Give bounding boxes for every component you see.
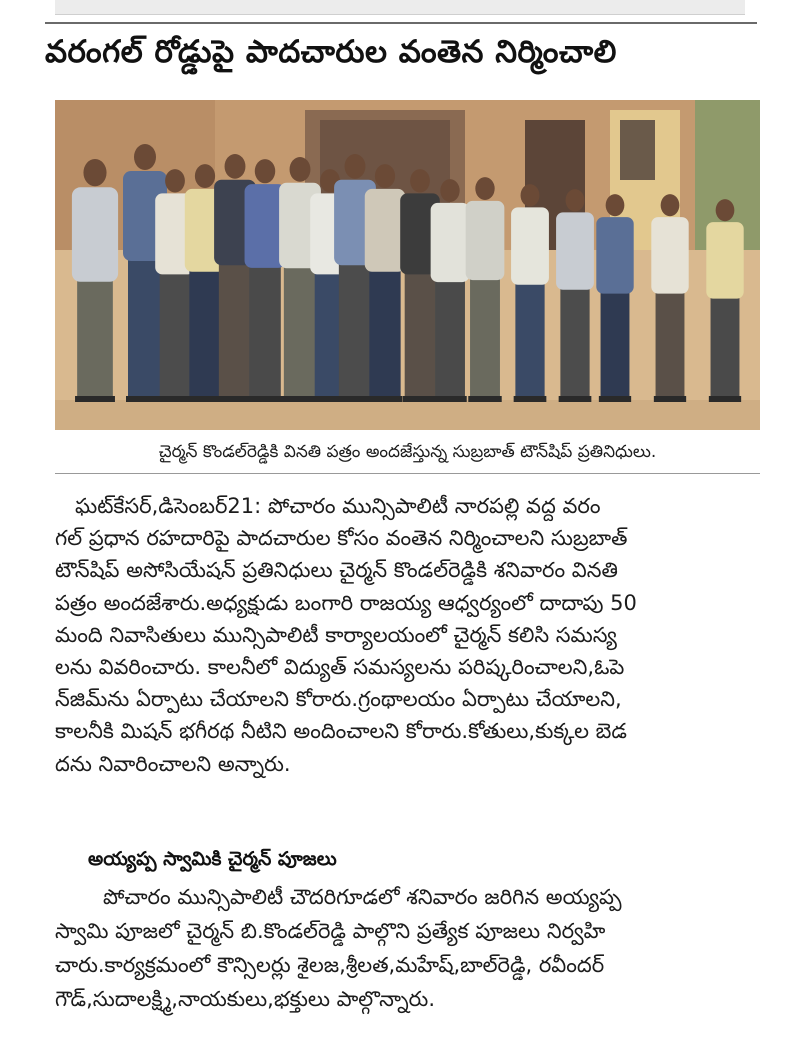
- person-figure: [706, 199, 743, 402]
- body-line: కాలనీకి మిషన్ భగీరథ నీటిని అందించాలని కోరారు.కోతులు,కుక్కల బెడ: [55, 719, 627, 744]
- body-line: న్‌జిమ్‌ను ఏర్పాటు చేయాలని కోరారు.గ్రంథాలయం ఏర్పాటు చేయాలని,: [55, 687, 622, 712]
- person-figure: [431, 179, 470, 402]
- article-photo: [55, 100, 760, 430]
- article-subhead: అయ్యప్ప స్వామికి చైర్మన్ పూజలు: [88, 848, 337, 870]
- person-figure: [279, 157, 321, 402]
- body-line: మంది నివాసితులు మున్సిపాలిటీ కార్యాలయంలో చైర్మన్ కలిసి సమస్య: [55, 622, 617, 647]
- body-line: స్వామి పూజలో చైర్మన్ బి.కొండల్‌రెడ్డి పాల్గొని ప్రత్యేక పూజలు నిర్వహి: [55, 919, 606, 943]
- person-figure: [466, 177, 505, 402]
- article-body: [55, 490, 767, 780]
- person-figure: [365, 164, 405, 402]
- caption-divider: [55, 473, 760, 474]
- body-line: ఘట్‌కేసర్,డిసెంబర్21: పోచారం మున్సిపాలిటీ నారపల్లి వద్ద వరం: [75, 494, 601, 518]
- person-figure: [651, 194, 688, 402]
- body-line: పత్రం అందజేశారు.అధ్యక్షుడు బంగారి రాజయ్య ఆధ్వర్యంలో దాదాపు 50: [55, 590, 637, 615]
- article-headline: వరంగల్ రోడ్డుపై పాదచారుల వంతెన నిర్మించాలి: [45, 34, 617, 70]
- previous-article-strip: [55, 0, 745, 15]
- body-line: టౌన్‌షిప్ అసోసియేషన్ ప్రతినిధులు చైర్మన్ కొండల్‌రెడ్డికి శనివారం వినతి: [55, 558, 618, 583]
- person-figure: [596, 194, 633, 402]
- body-line: పోచారం మున్సిపాలిటీ చౌదరిగూడలో శనివారం జరిగిన అయ్యప్ప: [103, 885, 622, 909]
- body-line: గల్ ప్రధాన రహదారిపై పాదచారుల కోసం వంతెన నిర్మించాలని సుబ్రబాత్: [55, 526, 628, 551]
- photo-caption: చైర్మన్ కొండల్‌రెడ్డికి వినతి పత్రం అందజేస్తున్న సుబ్రబాత్ టౌన్‌షిప్ ప్రతినిధులు.: [158, 442, 657, 462]
- article-body-2: [55, 880, 767, 1016]
- top-divider: [45, 22, 757, 24]
- person-figure: [556, 189, 594, 402]
- person-figure: [72, 159, 118, 402]
- body-line: దను నివారించాలని అన్నారు.: [55, 751, 291, 776]
- person-figure: [511, 184, 549, 402]
- body-line: లను వివరించారు. కాలనీలో విద్యుత్ సమస్యలను పరిష్కరించాలని,ఓపె: [55, 655, 625, 680]
- body-line: గౌడ్,సుదాలక్ష్మి,నాయకులు,భక్తులు పాల్గొన్నారు.: [55, 987, 436, 1011]
- body-line: చారు.కార్యక్రమంలో కౌన్సిలర్లు శైలజ,శ్రీలత,మహేష్,బాల్‌రెడ్డి, రవీందర్: [55, 953, 605, 977]
